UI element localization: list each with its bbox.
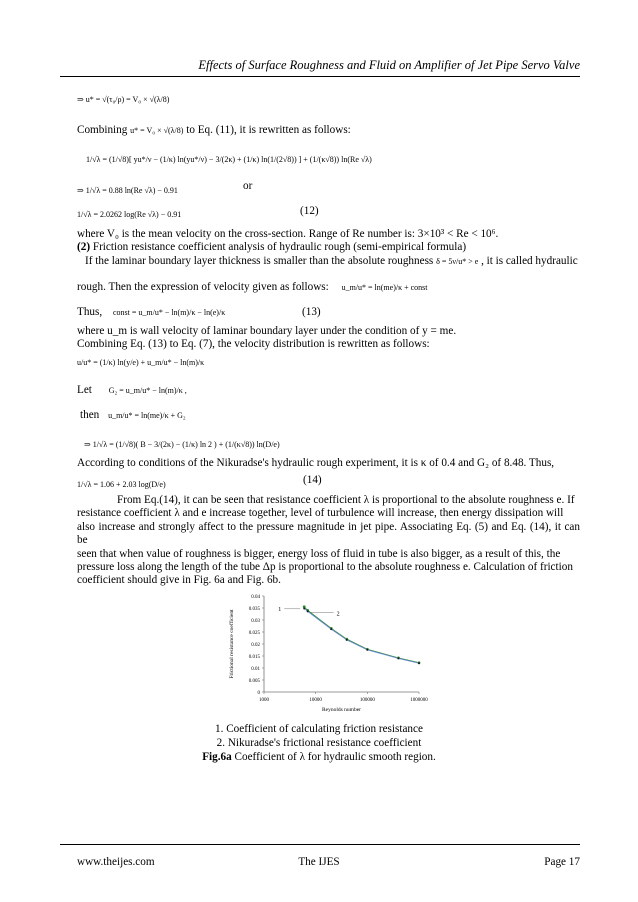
combining-suffix: to Eq. (11), it is rewritten as follows:	[186, 124, 351, 136]
combining-equation: u* = V₀ × √(λ/8)	[130, 126, 184, 135]
y-axis-label: Frictional resistance coefficient	[229, 609, 235, 679]
footer-page: Page 17	[544, 856, 580, 868]
data-point	[330, 628, 332, 630]
footer-journal: The IJES	[298, 856, 340, 868]
footer-rule	[60, 844, 580, 845]
paragraph-line: also increase and strongly affect to the pressure magnitude in jet pipe. Associating Eq. (5) and Eq. (14), it can be	[77, 520, 580, 547]
x-tick-label: 100000	[359, 698, 375, 703]
equation-14-number: (14)	[303, 474, 322, 486]
equation-long: 1/√λ = (1/√8)[ yu*/ν − (1/κ) ln(yu*/ν) − 3/(2κ) + (1/κ) ln(1/(2√8)) ] + (1/(κ√8)) ln(Re √λ)	[86, 155, 372, 164]
equation-12-number: (12)	[300, 205, 319, 217]
delta-equation: δ = 5ν/u* > e	[436, 257, 479, 266]
series-line-2	[304, 609, 419, 664]
paragraph-line: resistance coefficient λ and e increase together, level of turbulence will increase, then energy dissipation will	[77, 507, 564, 520]
where-um: where u_m is wall velocity of laminar boundary layer under the condition of y = me.	[77, 325, 457, 337]
figure-caption-2: 2. Nikuradse's frictional resistance coefficient	[216, 737, 422, 749]
y-tick-label: 0.025	[248, 631, 260, 636]
annotation-2: 2	[336, 611, 340, 618]
let-word: Let	[77, 384, 92, 396]
according-line: According to conditions of the Nikuradse's hydraulic rough experiment, it is κ of 0.4 and G₂ of 8.48. Thus,	[77, 457, 555, 469]
annotation-1: 1	[278, 606, 282, 613]
combining-13: Combining Eq. (13) to Eq. (7), the velocity distribution is rewritten as follows:	[77, 338, 430, 350]
series-line-1	[304, 607, 419, 663]
footer-website: www.theijes.com	[77, 856, 155, 868]
equation-u-star: ⇒ u* = √(τ₀/ρ) = V₀ × √(λ/8)	[77, 95, 170, 104]
friction-coefficient-chart	[224, 590, 434, 720]
data-point	[303, 607, 305, 609]
where-v0: where V₀ is the mean velocity on the cross-section. Range of Re number is: 3×10³ < Re < 10⁶.	[77, 228, 499, 240]
discussion-paragraph	[77, 494, 580, 588]
paragraph-line: coefficient should give in Fig. 6a and Fig. 6b.	[77, 574, 281, 587]
data-point	[307, 610, 309, 612]
thus-line	[77, 306, 225, 319]
then-line	[80, 409, 186, 422]
equation-13-number: (13)	[302, 306, 321, 318]
let-equation: G₂ = u_m/u* − ln(m)/κ ,	[108, 386, 187, 395]
header-rule	[60, 76, 580, 77]
equation-12: 1/√λ = 2.0262 log(Re √λ) − 0.91	[77, 210, 182, 219]
let-line	[77, 384, 187, 397]
y-tick-label: 0.01	[251, 667, 260, 672]
heading-number: (2)	[77, 241, 91, 253]
data-point	[346, 639, 348, 641]
x-tick-label: 1000000	[410, 698, 428, 703]
thus-equation: const = u_m/u* − ln(m)/κ − ln(e)/κ	[112, 308, 226, 317]
paragraph-line: pressure loss along the length of the tube Δp is proportional to the absolute roughness e. Calculation of friction	[77, 561, 573, 574]
paragraph-line: seen that when value of roughness is bigger, energy loss of fluid in tube is also bigger, as a result of this, the	[77, 547, 561, 560]
hydraulic-tail: , it is called hydraulic	[481, 255, 578, 267]
equation-14: 1/√λ = 1.06 + 2.03 log(D/e)	[77, 480, 166, 489]
y-tick-label: 0.015	[248, 655, 260, 660]
x-tick-label: 10000	[309, 698, 322, 703]
running-title: Effects of Surface Roughness and Fluid on Amplifier of Jet Pipe Servo Valve	[198, 58, 580, 72]
heading-text: Friction resistance coefficient analysis of hydraulic rough (semi-empirical formula)	[90, 241, 467, 253]
figure-label: Fig.6a	[202, 751, 232, 763]
if-laminar-line	[85, 255, 578, 268]
y-tick-label: 0.04	[251, 595, 260, 600]
paragraph-line: From Eq.(14), it can be seen that resistance coefficient λ is proportional to the absolute roughness e. If	[117, 494, 575, 506]
y-tick-label: 0.02	[251, 643, 260, 648]
then-equation: u_m/u* = ln(me)/κ + G₂	[108, 411, 186, 420]
equation-a: ⇒ 1/√λ = 0.88 ln(Re √λ) − 0.91	[77, 186, 178, 195]
y-tick-label: 0	[257, 691, 260, 696]
y-tick-label: 0.03	[251, 619, 260, 624]
equation-distribution: u/u* = (1/κ) ln(y/e) + u_m/u* − ln(m)/κ	[77, 358, 205, 367]
data-point	[418, 662, 420, 664]
x-tick-label: 1000	[259, 698, 269, 703]
figure-caption-1: 1. Coefficient of calculating friction resistance	[215, 723, 423, 735]
data-point	[397, 657, 399, 659]
rough-text: rough. Then the expression of velocity given as follows:	[77, 281, 329, 293]
y-tick-label: 0.005	[248, 679, 260, 684]
y-tick-label: 0.035	[248, 607, 260, 612]
rough-line	[77, 281, 428, 294]
then-word: then	[80, 409, 100, 421]
if-laminar-text: If the laminar boundary layer thickness is smaller than the absolute roughness	[85, 255, 434, 267]
rough-equation: u_m/u* = ln(me)/κ + const	[341, 283, 428, 292]
figure-caption-text: Coefficient of λ for hydraulic smooth region.	[231, 751, 436, 763]
equation-b: ⇒ 1/√λ = (1/√8)( B − 3/(2κ) − (1/κ) ln 2 ) + (1/(κ√8)) ln(D/e)	[84, 440, 280, 449]
section-heading-2	[77, 241, 466, 254]
combining-line	[77, 124, 351, 137]
thus-word: Thus,	[77, 306, 103, 318]
figure-caption	[0, 751, 638, 763]
combining-prefix: Combining	[77, 124, 128, 136]
data-point	[366, 649, 368, 651]
x-axis-label: Reynolds number	[322, 707, 361, 713]
or-word: or	[243, 180, 253, 192]
